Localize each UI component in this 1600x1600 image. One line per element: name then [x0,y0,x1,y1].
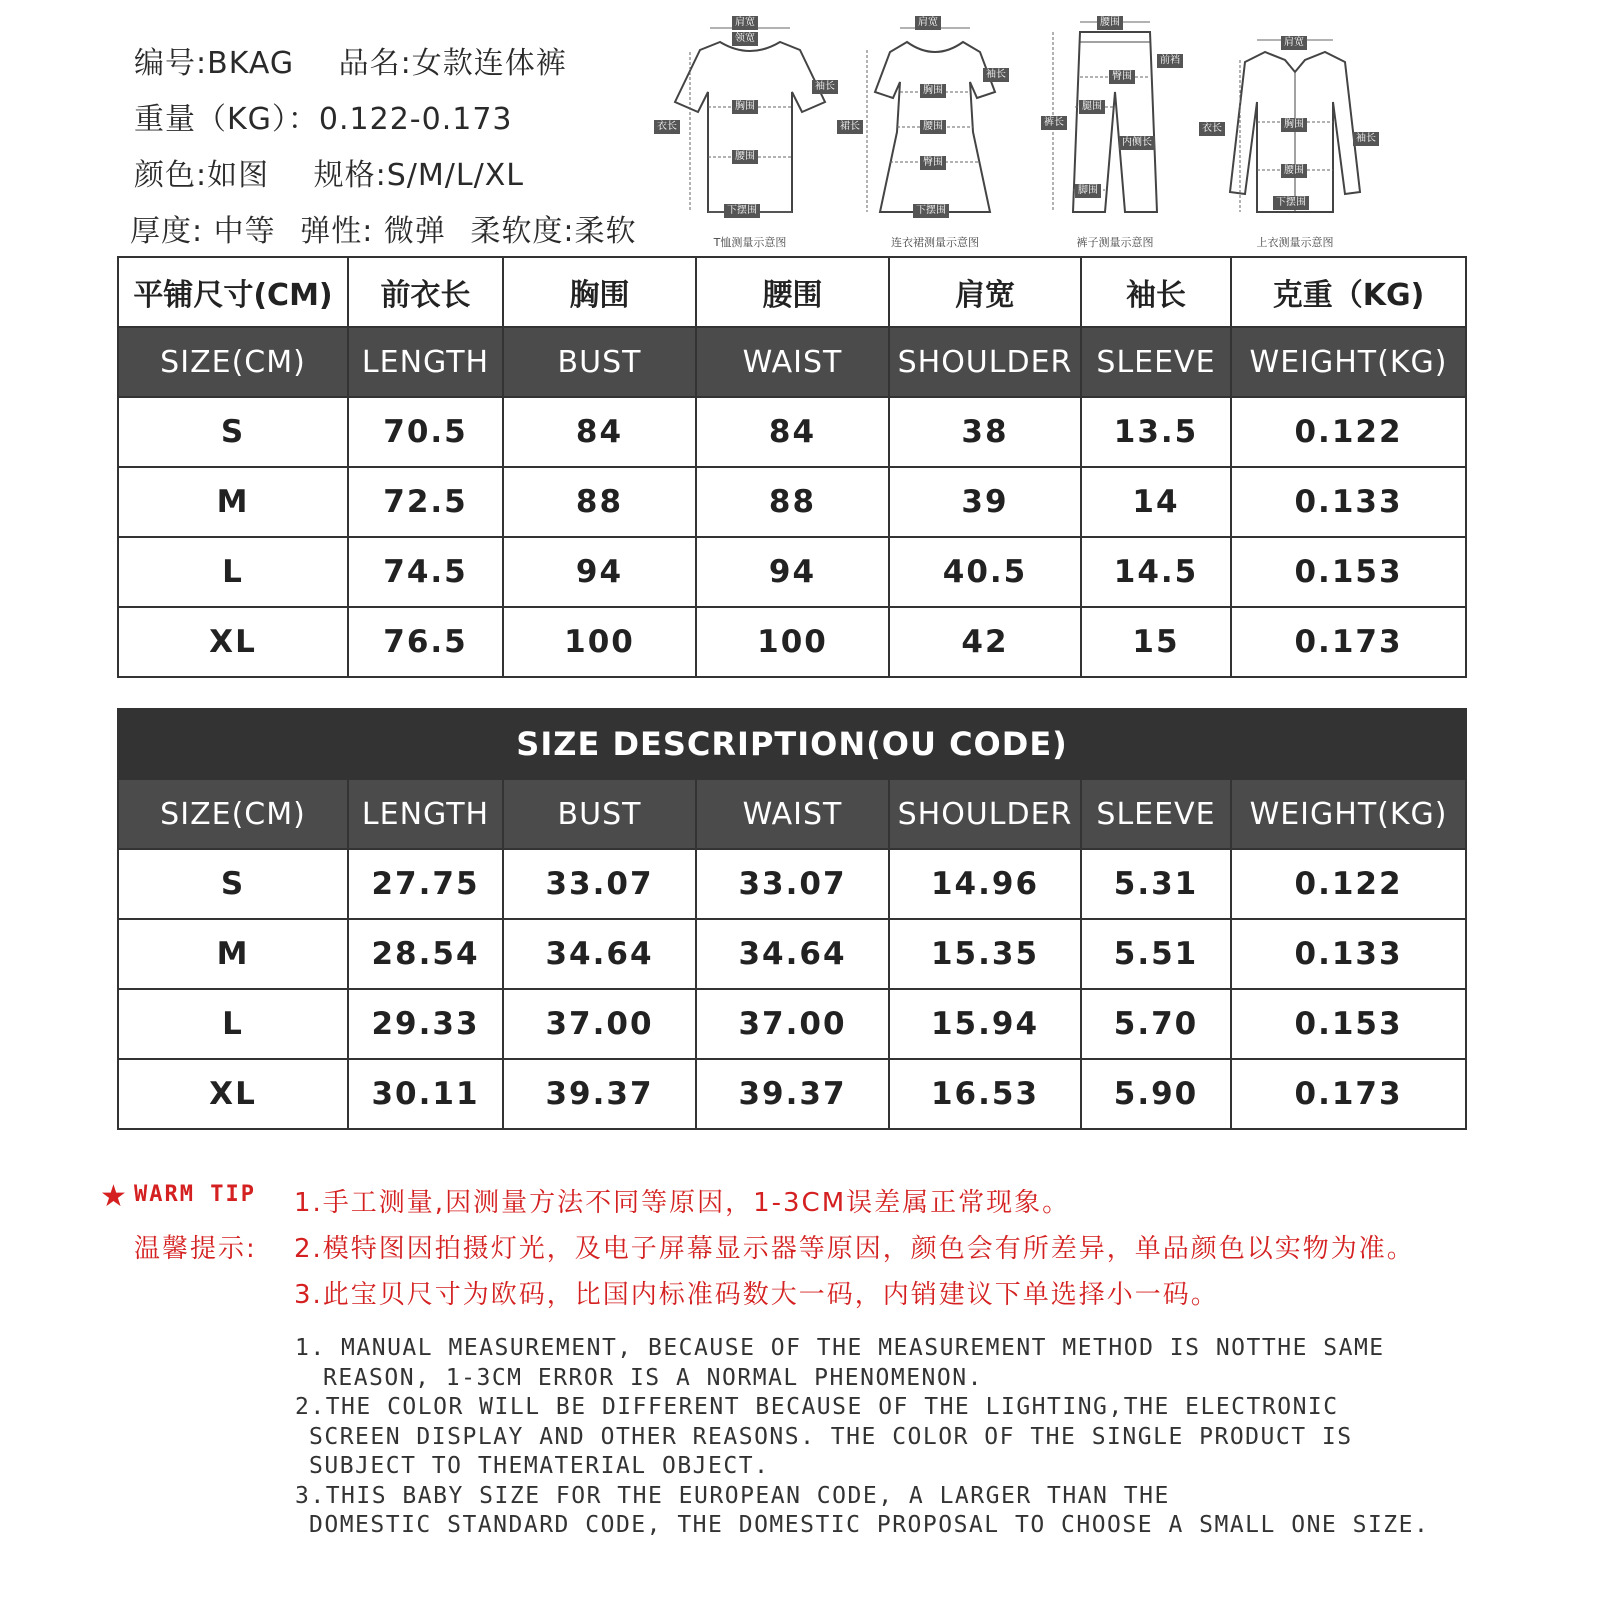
info-row-2 [134,94,547,138]
table-cell: L [118,989,348,1059]
table-cell: 29.33 [348,989,503,1059]
warm-tip-label-cn: 温馨提示: [134,1234,257,1264]
diagram-tag: 腰围 [1097,16,1123,30]
table-cell: 38 [889,397,1081,467]
tip-en-line: 2.THE COLOR WILL BE DIFFERENT BECAUSE OF THE LIGHTING,THE ELECTRONIC [295,1394,1339,1420]
table-cell: 16.53 [889,1059,1081,1129]
product-name: 品名:女款连体裤 [338,46,567,81]
table-cell: 5.51 [1081,919,1231,989]
table-cell: 0.133 [1231,919,1466,989]
diagram-tag: 胸围 [1281,118,1307,132]
header-cell: WEIGHT(KG) [1231,327,1466,397]
table-row [118,397,1466,467]
diagram-pants [1025,12,1205,252]
table-cell: 0.173 [1231,1059,1466,1129]
diagram-tag: 臀围 [1109,70,1135,84]
tip-cn-line: 3.此宝贝尺寸为欧码，比国内标准码数大一码，内销建议下单选择小一码。 [294,1280,1219,1310]
header-cell: 肩宽 [889,257,1081,327]
table-header-en [118,327,1466,397]
table-title-row [118,709,1466,779]
table-cell: 0.153 [1231,537,1466,607]
tip-en-line: SCREEN DISPLAY AND OTHER REASONS. THE COLOR OF THE SINGLE PRODUCT IS [309,1423,1353,1450]
table-cell: 94 [696,537,889,607]
table-cell: 15 [1081,607,1231,677]
diagram-tag: 肩宽 [915,16,941,30]
table-cell: 88 [503,467,696,537]
header-cell: 前衣长 [348,257,503,327]
size-table-ou [117,708,1467,1130]
header-cell: 袖长 [1081,257,1231,327]
table-cell: 42 [889,607,1081,677]
header-cell: WEIGHT(KG) [1231,779,1466,849]
table-cell: 5.31 [1081,849,1231,919]
header-cell: LENGTH [348,327,503,397]
table-cell: S [118,849,348,919]
product-color: 颜色:如图 [134,158,270,193]
table-row [118,607,1466,677]
table-cell: 100 [503,607,696,677]
table-row [118,919,1466,989]
table-cell: 14.96 [889,849,1081,919]
table-cell: XL [118,607,348,677]
header-cell: 腰围 [696,257,889,327]
table-cell: 72.5 [348,467,503,537]
diagram-tag: 胸围 [732,100,758,114]
header-cell: BUST [503,779,696,849]
table-cell: 28.54 [348,919,503,989]
tip-en-notes [295,1334,1535,1541]
header-cell: LENGTH [348,779,503,849]
table-cell: 34.64 [696,919,889,989]
diagram-tag: 下摆围 [913,204,949,218]
diagram-tag: 肩宽 [732,16,758,30]
table-cell: 15.94 [889,989,1081,1059]
table-cell: 94 [503,537,696,607]
table-cell: 0.122 [1231,849,1466,919]
product-spec: 规格:S/M/L/XL [313,158,524,193]
table-cell: 0.133 [1231,467,1466,537]
diagram-tag: 腰围 [732,150,758,164]
header-cell: 胸围 [503,257,696,327]
table-cell: 33.07 [503,849,696,919]
measurement-diagrams [657,12,1380,252]
tip-en-line: DOMESTIC STANDARD CODE, THE DOMESTIC PROPOSAL TO CHOOSE A SMALL ONE SIZE. [309,1512,1430,1538]
diagram-tag: 腰围 [1281,164,1307,178]
header-cell: SHOULDER [889,779,1081,849]
table-cell: 0.153 [1231,989,1466,1059]
table-cell: 5.90 [1081,1059,1231,1129]
diagram-tag: 腿围 [1079,100,1105,114]
diagram-label: 裤子测量示意图 [1076,236,1154,249]
product-elasticity: 弹性: 微弹 [300,214,446,249]
info-row-1 [134,38,601,82]
diagram-label: 连衣裙测量示意图 [891,236,979,249]
tip-en-line: SUBJECT TO THEMATERIAL OBJECT. [309,1453,770,1479]
table-cell: 76.5 [348,607,503,677]
table-cell: M [118,919,348,989]
table-cell: L [118,537,348,607]
info-row-4 [130,206,671,250]
table-cell: 30.11 [348,1059,503,1129]
table-cell: 88 [696,467,889,537]
table-cell: 100 [696,607,889,677]
table-cell: 84 [503,397,696,467]
product-weight: 重量（KG）：0.122-0.173 [134,102,513,137]
product-code: 编号:BKAG [134,46,295,81]
table-cell: M [118,467,348,537]
warm-tip-label: WARM TIP [134,1182,256,1207]
diagram-tag: 内侧长 [1119,136,1155,150]
diagram-tag: 裤长 [1041,116,1067,130]
header-cell: 平铺尺寸(CM) [118,257,348,327]
table-cell: 15.35 [889,919,1081,989]
diagram-tag: 下摆围 [1273,196,1309,210]
diagram-tag: 肩宽 [1281,36,1307,50]
diagram-tag: 袖长 [1353,132,1379,146]
table-cell: XL [118,1059,348,1129]
table-cell: 5.70 [1081,989,1231,1059]
header-cell: 克重（KG) [1231,257,1466,327]
header-cell: SHOULDER [889,327,1081,397]
table-cell: 40.5 [889,537,1081,607]
header-cell: SIZE(CM) [118,779,348,849]
diagram-tag: 衣长 [1199,122,1225,136]
header-cell: BUST [503,327,696,397]
table-row [118,989,1466,1059]
header-cell: SIZE(CM) [118,327,348,397]
diagram-tag: 领宽 [732,32,758,46]
table-cell: 14.5 [1081,537,1231,607]
diagram-tag: 下摆围 [724,204,760,218]
table-header-en [118,779,1466,849]
table-cell: 0.173 [1231,607,1466,677]
header-cell: SLEEVE [1081,327,1231,397]
table-cell: 37.00 [696,989,889,1059]
table-cell: 34.64 [503,919,696,989]
product-thickness: 厚度: 中等 [130,214,276,249]
diagram-label: T恤测量示意图 [713,236,787,249]
tip-cn-line: 2.模特图因拍摄灯光，及电子屏幕显示器等原因，颜色会有所差异，单品颜色以实物为准。 [294,1234,1415,1264]
table-cell: 39.37 [503,1059,696,1129]
tip-en-line: REASON, 1-3CM ERROR IS A NORMAL PHENOMENON. [323,1364,983,1391]
diagram-shirt [1202,12,1385,252]
header-cell: WAIST [696,327,889,397]
diagram-tag: 袖长 [812,80,838,94]
diagram-tag: 臀围 [920,156,946,170]
table-title: SIZE DESCRIPTION(OU CODE) [118,709,1466,779]
diagram-tag: 脚围 [1075,184,1101,198]
diagram-tag: 袖长 [983,68,1009,82]
star-icon: ★ [100,1179,127,1214]
size-table-cm [117,256,1467,678]
table-cell: 39.37 [696,1059,889,1129]
table-row [118,849,1466,919]
diagram-dress [840,12,1025,252]
table-row [118,467,1466,537]
diagram-tag: 胸围 [920,84,946,98]
table-cell: 37.00 [503,989,696,1059]
diagram-tag: 衣长 [654,120,680,134]
header-cell: SLEEVE [1081,779,1231,849]
diagram-tshirt [657,12,840,252]
table-cell: S [118,397,348,467]
table-cell: 39 [889,467,1081,537]
info-row-3 [134,150,558,194]
table-cell: 13.5 [1081,397,1231,467]
tip-en-line: 1. MANUAL MEASUREMENT, BECAUSE OF THE MEASUREMENT METHOD IS NOTTHE SAME [295,1335,1385,1361]
table-row [118,1059,1466,1129]
table-row [118,537,1466,607]
diagram-tag: 前裆 [1157,54,1183,68]
table-cell: 0.122 [1231,397,1466,467]
product-softness: 柔软度:柔软 [470,214,637,249]
table-cell: 14 [1081,467,1231,537]
table-cell: 74.5 [348,537,503,607]
table-header-cn [118,257,1466,327]
tip-en-line: 3.THIS BABY SIZE FOR THE EUROPEAN CODE, A LARGER THAN THE [295,1482,1170,1509]
diagram-tag: 裙长 [837,120,863,134]
header-cell: WAIST [696,779,889,849]
table-cell: 27.75 [348,849,503,919]
diagram-tag: 腰围 [920,120,946,134]
table-cell: 84 [696,397,889,467]
tip-cn-line: 1.手工测量,因测量方法不同等原因，1-3CM误差属正常现象。 [294,1188,1071,1218]
table-cell: 70.5 [348,397,503,467]
diagram-label: 上衣测量示意图 [1256,236,1334,249]
table-cell: 33.07 [696,849,889,919]
